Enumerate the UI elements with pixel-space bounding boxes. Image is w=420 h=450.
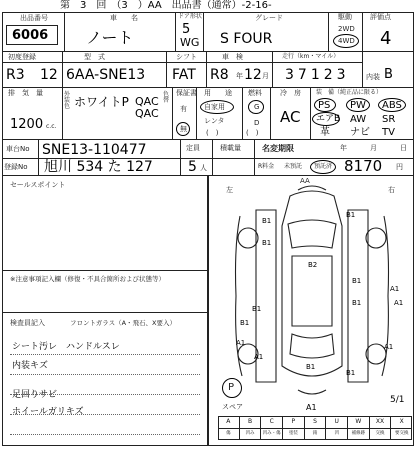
mark-4: B1 [352,277,362,285]
legend-code-2: C [260,417,282,428]
recycle-status-2: 預託済 [314,163,333,170]
mark-13: B1 [346,369,356,377]
legend-name-0: 傷 [226,431,231,436]
row-registration [2,52,414,88]
legend-codes [218,417,412,428]
interior-label: 内装 [366,73,380,81]
mark-2: B1 [262,239,272,247]
spare-label: スペア [222,403,243,411]
body-type: WG [180,36,200,49]
mark-11: A1 [254,353,264,361]
legend-name-6: 補修跡 [347,429,369,440]
equipment-label: 装 備（純正品に限る） [316,89,383,96]
remark-2: 内装キズ [12,361,48,371]
grade-label: グレード [255,14,283,22]
mark-6: B1 [252,305,262,313]
capacity-unit: 人 [200,164,207,172]
left-side-label: 左 [226,186,233,194]
sheet-title: 第 3 回 （3 ）AA 出品書（通常）-2-16- [60,0,272,11]
use-circle [200,100,234,114]
cc-unit: c.c. [46,123,57,130]
left-panel [2,176,208,446]
legend-code-3: P [282,417,304,428]
equip-airbag: エアB [316,114,341,124]
remark-4: 足回りサビ [12,390,58,400]
fuel-g: G [254,103,260,111]
mileage-label: 走行（km・マイル） [282,53,340,60]
lot-number: 6006 [12,28,49,43]
legend-code-1: B [239,417,261,428]
plate-label: 登録No [4,163,28,171]
car-diagram-icon [220,186,405,406]
corner-mark: 5/1 [390,395,405,405]
model-label: 型 式 [84,53,105,61]
mileage: 37123 [285,67,350,83]
mark-3: B1 [346,211,356,219]
equip-aw: AW [350,114,367,125]
mark-12: A1 [384,343,394,351]
doors: 5 [182,22,191,37]
fuel-circle [248,100,264,114]
vin-label: 車台No [6,145,30,153]
legend-name-2: 凹み・傷 [260,429,282,440]
color-change-label: 色替 [163,91,170,104]
displacement: 1200 [10,117,44,132]
recycle-label: R料金 [258,163,275,170]
mark-9: A1 [390,285,400,293]
equip-ps: PS [318,100,331,111]
inspection-label: 車 検 [222,53,243,61]
use-label: 用 途 [204,89,232,97]
shift-label: シフト [176,53,197,61]
sales-points-label: セールスポイント [10,181,66,189]
shift: FAT [172,67,196,83]
drive-4wd: 4WD [338,37,355,45]
recycle-status-1: 未預託 [284,163,303,170]
car-name-label: 車 名 [110,14,138,22]
warranty-have: 有 [180,105,187,113]
mark-5: B1 [352,299,362,307]
equip-circle-airbag [312,112,340,126]
year-unit: 年 [236,72,243,80]
grade: S FOUR [220,31,273,47]
warranty-label: 保証書 [176,89,197,97]
use-rental: レンタ [204,117,225,125]
use-blank: ( ) [206,129,219,137]
mark-7: B2 [308,261,318,269]
equip-navi: ナビ [350,127,370,138]
capacity: 5 [188,159,197,175]
equip-abs: ABS [382,100,402,111]
equip-circle-pw [346,98,370,112]
fuel-blank: ( ) [246,129,259,137]
legend-name-7: 交換 [369,429,391,440]
name-change-month: 月 [370,144,377,152]
name-change-label: 名変期限 [262,144,294,153]
ac-value: AC [280,108,301,126]
ac-label: 冷 房 [280,89,301,97]
load-label: 積載量 [220,144,241,152]
legend-code-6: W [347,417,369,428]
color-code-2: QAC [135,107,159,120]
doors-label: ドア形状 [178,13,202,20]
remark-1: シート汚レ ハンドルスレ [12,342,120,352]
legend-name-8: 要交換 [390,429,412,440]
equip-circle-ps [314,98,336,112]
first-reg-label: 初度登録 [8,53,36,61]
mark-14: A1 [236,339,246,347]
legend-code-4: S [304,417,326,428]
drive-circle [333,34,359,48]
use-private: 自家用 [204,103,225,111]
warranty-none: 無 [180,125,187,133]
legend-code-7: XX [369,417,391,428]
legend-code-8: X [390,417,412,428]
windshield-label: フロントガラス（A・飛石、X要入） [70,319,177,327]
legend-name-4: 錆 [304,429,326,440]
rear-mark: A1 [306,403,317,412]
car-name: ノート [86,28,134,47]
legend-name-5: 凹 [325,429,347,440]
plate-number: 旭川 534 た 127 [44,159,153,175]
legend-name-1: 凹み [239,429,261,440]
equip-tv: TV [382,127,395,138]
mark-8: B1 [306,363,316,371]
name-change-year: 年 [340,144,347,152]
lot-label: 出品番号 [20,14,48,22]
month-unit: 月 [262,72,269,80]
drive-label: 駆動 [338,13,352,21]
legend-code-5: U [325,417,347,428]
p-label: P [228,382,235,393]
first-reg-era: R3 [6,67,25,83]
yen-unit: 円 [396,163,403,171]
recycle-circle [310,160,336,174]
capacity-label: 定員 [186,144,200,152]
inspection-era: R8 [210,67,229,83]
legend-names [218,428,412,440]
mark-10: A1 [394,299,404,307]
score-label: 評価点 [370,13,391,21]
equip-circle-abs [378,98,406,112]
color-code: QAC [135,95,159,108]
front-label: AA [300,177,310,185]
vin: SNE13-110477 [42,142,147,158]
equip-pw: PW [350,100,366,111]
right-side-label: 右 [388,186,395,194]
equip-leather: 革 [320,127,330,138]
mark-15: B1 [240,319,250,327]
remark-5: ホイールガリキズ [12,407,84,417]
name-change-day: 日 [400,144,407,152]
equip-sr: SR [382,114,396,125]
warranty-circle [176,122,190,136]
mark-1: B1 [262,217,272,225]
first-reg-month: 12 [40,67,58,83]
notes-label: ※注意事項記入欄（修復・不具合箇所および状態等） [10,275,165,283]
displacement-label: 排 気 量 [8,89,43,97]
score: 4 [380,28,392,49]
interior-grade: B [384,67,393,82]
fuel-label: 燃料 [248,89,262,97]
legend-name-3: 塗装 [282,429,304,440]
exterior-color: ホワイトP [74,95,129,109]
inspector-label: 検査員記入 [10,319,45,327]
exterior-label: 外装色 [64,91,71,110]
fuel-d: D [254,119,260,127]
inspection-month: 12 [244,67,262,83]
drive-2wd: 2WD [338,25,355,33]
model-code: 6AA-SNE13 [66,67,146,83]
legend-code-0: A [226,418,231,425]
recycle-amount: 8170 [344,157,383,175]
